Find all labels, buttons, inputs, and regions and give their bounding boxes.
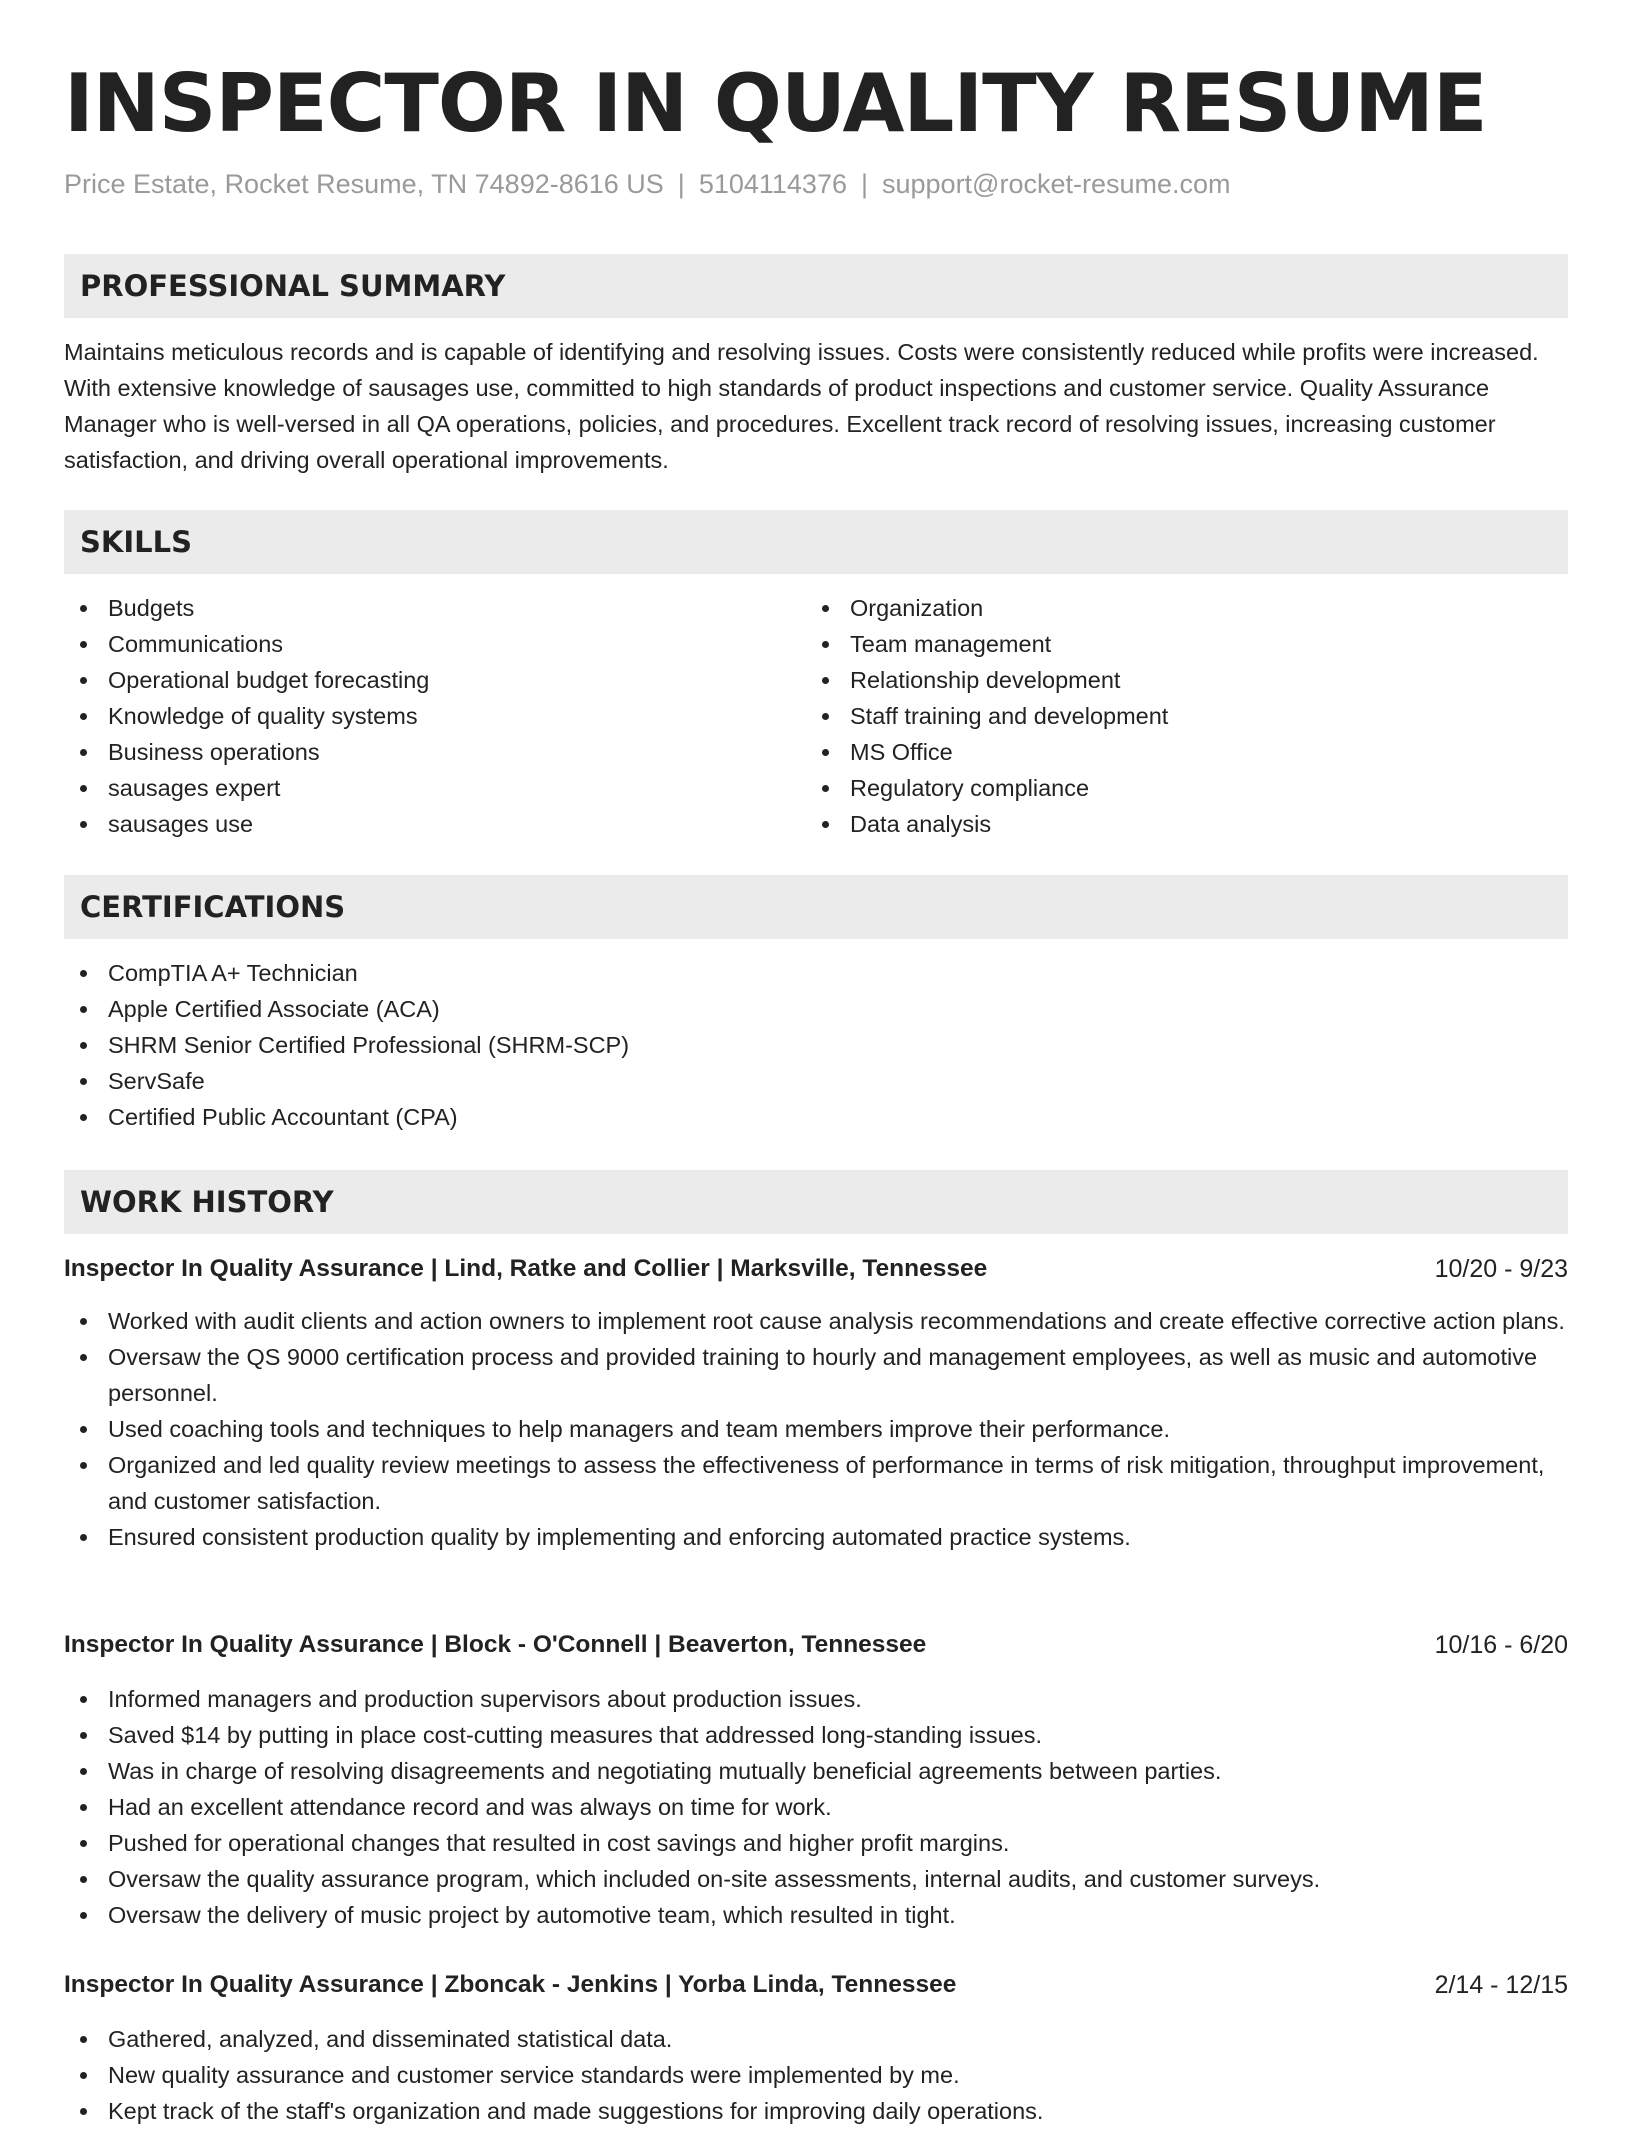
job-dates: 10/20 - 9/23	[1434, 1255, 1568, 1283]
summary-text: Maintains meticulous records and is capable of identifying and resolving issues. Costs were consistently reduced while profits were increased. With extensive knowledge of sausages use, committed to high standards of product inspections and customer service. Quality Assurance Manager who is well-versed in all QA operations, policies, and procedures. Excellent track record of resolving issues, increasing customer satisfaction, and driving overall operational improvements.	[64, 339, 1539, 473]
job-bullet: Pushed for operational changes that resulted in cost savings and higher profit margins.	[64, 1825, 1568, 1861]
job-dates: 2/14 - 12/15	[1434, 1971, 1568, 1999]
skill-item: Staff training and development	[806, 698, 1526, 734]
job-header	[64, 1967, 1568, 2003]
job-bullet: Saved $14 by putting in place cost-cutting measures that addressed long-standing issues.	[64, 1717, 1568, 1753]
job-bullet: Ensured consistent production quality by implementing and enforcing automated practice systems.	[64, 1519, 1568, 1555]
skill-item: Relationship development	[806, 662, 1526, 698]
skill-item: Budgets	[64, 590, 784, 626]
job-bullet: Oversaw the quality assurance program, which included on-site assessments, internal audits, and customer surveys.	[64, 1861, 1568, 1897]
skills-heading: SKILLS	[80, 525, 192, 559]
job-bullet: Used coaching tools and techniques to help managers and team members improve their performance.	[64, 1411, 1568, 1447]
skill-item: Operational budget forecasting	[64, 662, 784, 698]
contact-email: support@rocket-resume.com	[882, 169, 1231, 199]
job-bullets	[64, 1303, 1568, 1555]
contact-address: Price Estate, Rocket Resume, TN 74892-8616 US	[64, 169, 664, 199]
job-bullet: Was in charge of resolving disagreements and negotiating mutually beneficial agreements between parties.	[64, 1753, 1568, 1789]
skill-item: Business operations	[64, 734, 784, 770]
skills-section-header	[64, 510, 1568, 574]
job-header	[64, 1251, 1568, 1287]
skill-item: Regulatory compliance	[806, 770, 1526, 806]
job-bullet: Kept track of the staff's organization and made suggestions for improving daily operations.	[64, 2093, 1568, 2129]
contact-phone: 5104114376	[698, 169, 847, 199]
certifications-section-header	[64, 875, 1568, 939]
job-bullet: Gathered, analyzed, and disseminated statistical data.	[64, 2021, 1568, 2057]
certification-item: SHRM Senior Certified Professional (SHRM-SCP)	[64, 1027, 1568, 1063]
certification-item: ServSafe	[64, 1063, 1568, 1099]
job-title: Inspector In Quality Assurance | Block - O'Connell | Beaverton, Tennessee	[64, 1631, 927, 1658]
job-bullet: Informed managers and production supervisors about production issues.	[64, 1681, 1568, 1717]
job-dates: 10/16 - 6/20	[1434, 1631, 1568, 1659]
job-bullet: Had an excellent attendance record and was always on time for work.	[64, 1789, 1568, 1825]
job-bullets	[64, 1681, 1568, 1933]
resume-title: INSPECTOR IN QUALITY RESUME	[64, 57, 1487, 150]
job-header	[64, 1627, 1568, 1663]
summary-heading: PROFESSIONAL SUMMARY	[80, 269, 506, 303]
job-bullet: Oversaw the QS 9000 certification process and provided training to hourly and management employees, as well as music and automotive personnel.	[64, 1339, 1568, 1411]
skill-item: Communications	[64, 626, 784, 662]
contact-line	[64, 166, 1231, 202]
job-bullet: Oversaw the delivery of music project by automotive team, which resulted in tight.	[64, 1897, 1568, 1933]
job-bullet: Worked with audit clients and action owners to implement root cause analysis recommendations and create effective corrective action plans.	[64, 1303, 1568, 1339]
skill-item: Data analysis	[806, 806, 1526, 842]
skill-item: sausages use	[64, 806, 784, 842]
contact-separator: |	[677, 169, 685, 199]
contact-separator: |	[860, 169, 868, 199]
certification-item: Certified Public Accountant (CPA)	[64, 1099, 1568, 1135]
skill-item: Team management	[806, 626, 1526, 662]
work-history-section-header	[64, 1170, 1568, 1234]
job-title: Inspector In Quality Assurance | Lind, Ratke and Collier | Marksville, Tennessee	[64, 1255, 988, 1282]
skills-list-right	[806, 590, 1526, 842]
certifications-heading: CERTIFICATIONS	[80, 890, 346, 924]
skill-item: Organization	[806, 590, 1526, 626]
job-title: Inspector In Quality Assurance | Zboncak - Jenkins | Yorba Linda, Tennessee	[64, 1971, 957, 1998]
skill-item: MS Office	[806, 734, 1526, 770]
skill-item: Knowledge of quality systems	[64, 698, 784, 734]
skill-item: sausages expert	[64, 770, 784, 806]
certification-item: CompTIA A+ Technician	[64, 955, 1568, 991]
certification-item: Apple Certified Associate (ACA)	[64, 991, 1568, 1027]
work-history-heading: WORK HISTORY	[80, 1185, 334, 1219]
skills-list-left	[64, 590, 784, 842]
summary-section-header	[64, 254, 1568, 318]
job-bullets	[64, 2021, 1568, 2129]
certifications-list	[64, 955, 1568, 1135]
job-bullet: Organized and led quality review meetings to assess the effectiveness of performance in terms of risk mitigation, throughput improvement, and customer satisfaction.	[64, 1447, 1568, 1519]
job-bullet: New quality assurance and customer service standards were implemented by me.	[64, 2057, 1568, 2093]
